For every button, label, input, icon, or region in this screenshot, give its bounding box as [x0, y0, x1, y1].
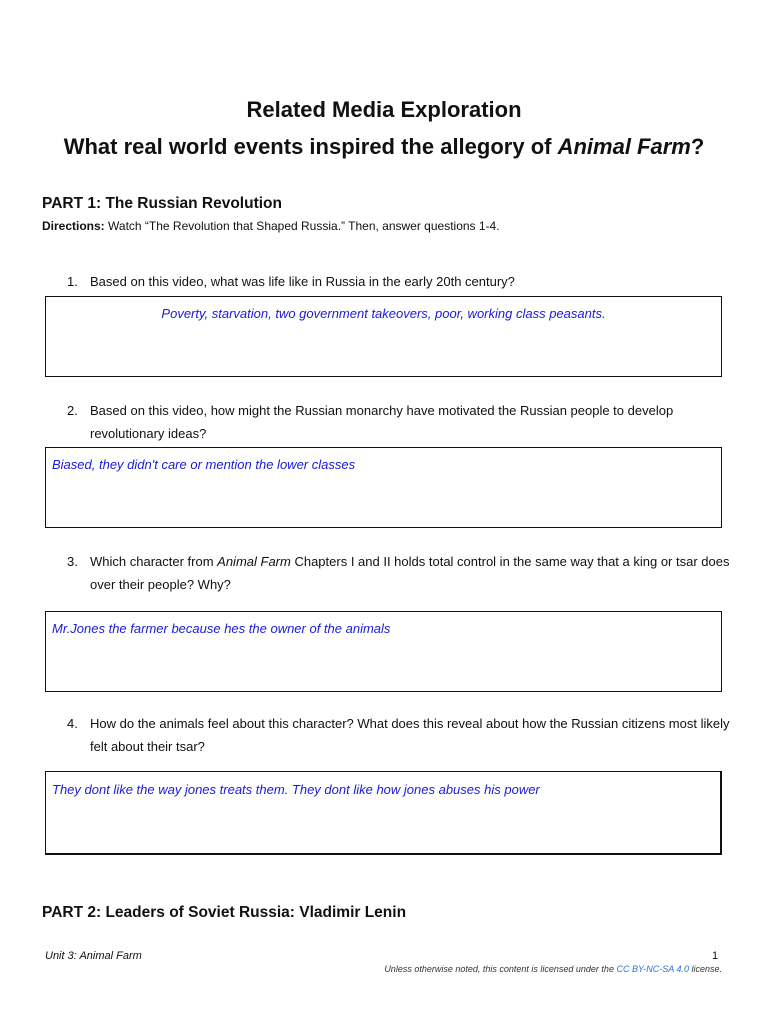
question-number: 2. [67, 403, 78, 418]
answer-box-1[interactable] [45, 296, 722, 377]
question-3-text-after: Chapters I and II holds total control in the same way that a king or tsar does over their people? Why? [90, 554, 730, 592]
subtitle-prefix: What real world events inspired the allegory of [63, 134, 558, 159]
subtitle-suffix: ? [690, 134, 705, 159]
answer-box-3[interactable] [45, 611, 722, 692]
directions [42, 219, 500, 233]
directions-label: Directions: [42, 219, 105, 233]
footer-unit: Unit 3: Animal Farm [45, 950, 142, 962]
answer-2: Biased, they didn't care or mention the lower classes [52, 457, 356, 472]
question-3-book-title: Animal Farm [217, 554, 291, 569]
license-prefix: Unless otherwise noted, this content is licensed under the [384, 964, 617, 974]
part1-heading: PART 1: The Russian Revolution [42, 195, 282, 212]
question-4: How do the animals feel about this character? What does this reveal about how the Russian citizens most likely felt about their tsar? [90, 716, 730, 754]
answer-4: They dont like the way jones treats them. They dont like how jones abuses his power [52, 782, 540, 797]
answer-1: Poverty, starvation, two government takeovers, poor, working class peasants. [161, 306, 606, 321]
question-number: 4. [67, 716, 78, 731]
question-3 [90, 550, 730, 596]
page-number: 1 [712, 950, 719, 962]
license-suffix: license. [688, 964, 722, 974]
part2-heading: PART 2: Leaders of Soviet Russia: Vladimir Lenin [42, 904, 407, 921]
question-2: Based on this video, how might the Russian monarchy have motivated the Russian people to develop revolutionary ideas? [90, 403, 674, 441]
answer-3: Mr.Jones the farmer because hes the owner of the animals [52, 621, 391, 636]
question-1: Based on this video, what was life like in Russia in the early 20th century? [90, 274, 515, 289]
page-title: Related Media Exploration [246, 97, 522, 122]
license-link[interactable]: CC BY-NC-SA 4.0 [616, 964, 689, 974]
question-number: 3. [67, 554, 78, 569]
question-3-text-before: Which character from [90, 554, 218, 569]
license-note [384, 964, 722, 974]
question-number: 1. [67, 274, 78, 289]
subtitle-book-title: Animal Farm [557, 134, 691, 159]
answer-box-2[interactable] [45, 447, 722, 528]
directions-text: Watch “The Revolution that Shaped Russia.” Then, answer questions 1-4. [104, 219, 500, 233]
page-subtitle [0, 134, 768, 160]
answer-box-4[interactable] [45, 771, 722, 855]
